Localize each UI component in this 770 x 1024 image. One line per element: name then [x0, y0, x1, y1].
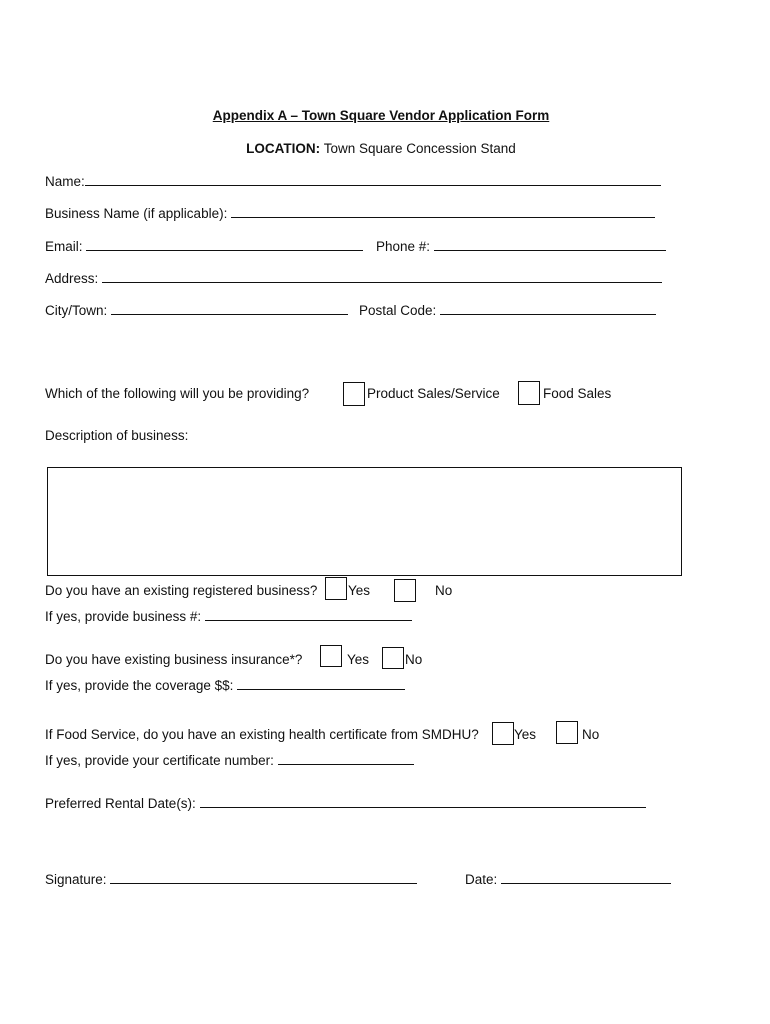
health-followup-row: [45, 752, 414, 768]
certificate-number-field[interactable]: [278, 752, 414, 765]
city-field[interactable]: [111, 302, 348, 315]
health-question: If Food Service, do you have an existing health certificate from SMDHU?: [45, 727, 479, 742]
registered-yes-label: Yes: [348, 583, 371, 598]
location-label: LOCATION:: [246, 141, 321, 156]
insurance-question: Do you have existing business insurance*?: [45, 652, 303, 667]
email-field[interactable]: [86, 238, 363, 251]
name-row: [45, 173, 661, 189]
form-title: Appendix A – Town Square Vendor Application Form: [212, 108, 550, 123]
description-label: Description of business:: [45, 428, 189, 443]
registered-question: Do you have an existing registered business?: [45, 583, 318, 598]
insurance-followup-row: [45, 677, 405, 693]
name-field[interactable]: [85, 173, 661, 186]
date-field[interactable]: [501, 871, 671, 884]
health-no-checkbox[interactable]: [556, 721, 578, 744]
rental-dates-field[interactable]: [200, 795, 646, 808]
insurance-yes-label: Yes: [347, 652, 370, 667]
product-sales-checkbox[interactable]: [343, 382, 365, 406]
registered-followup-row: [45, 608, 412, 624]
business-name-row: [45, 205, 655, 221]
business-name-label: Business Name (if applicable):: [45, 206, 228, 221]
signature-label: Signature:: [45, 872, 107, 887]
food-sales-label: Food Sales: [543, 386, 612, 401]
address-field[interactable]: [102, 270, 662, 283]
registered-yes-checkbox[interactable]: [325, 577, 347, 600]
food-sales-checkbox[interactable]: [518, 381, 540, 405]
address-row: [45, 270, 662, 286]
rental-row: [45, 795, 646, 811]
insurance-no-label: No: [405, 652, 423, 667]
date-row: [465, 871, 671, 887]
phone-label: Phone #:: [376, 239, 431, 254]
business-name-field[interactable]: [231, 205, 655, 218]
health-no-label: No: [582, 727, 600, 742]
registered-followup-label: If yes, provide business #:: [45, 609, 202, 624]
coverage-field[interactable]: [237, 677, 405, 690]
location-line: [0, 141, 762, 156]
postal-row: [359, 302, 656, 318]
address-label: Address:: [45, 271, 99, 286]
rental-label: Preferred Rental Date(s):: [45, 796, 196, 811]
signature-field[interactable]: [110, 871, 417, 884]
signature-row: [45, 871, 417, 887]
insurance-followup-label: If yes, provide the coverage $$:: [45, 678, 234, 693]
location-value: Town Square Concession Stand: [323, 141, 516, 156]
insurance-yes-checkbox[interactable]: [320, 645, 342, 667]
email-row: [45, 238, 363, 254]
date-label: Date:: [465, 872, 498, 887]
phone-row: [376, 238, 666, 254]
postal-label: Postal Code:: [359, 303, 437, 318]
postal-field[interactable]: [440, 302, 656, 315]
phone-field[interactable]: [434, 238, 666, 251]
business-number-field[interactable]: [205, 608, 412, 621]
health-yes-label: Yes: [514, 727, 537, 742]
health-followup-label: If yes, provide your certificate number:: [45, 753, 274, 768]
name-label: Name:: [45, 174, 85, 189]
insurance-no-checkbox[interactable]: [382, 647, 404, 669]
email-label: Email:: [45, 239, 83, 254]
providing-question: Which of the following will you be providing?: [45, 386, 310, 401]
city-row: [45, 302, 348, 318]
registered-no-checkbox[interactable]: [394, 579, 416, 602]
city-label: City/Town:: [45, 303, 108, 318]
description-textarea[interactable]: [47, 467, 682, 576]
registered-no-label: No: [435, 583, 453, 598]
product-sales-label: Product Sales/Service: [367, 386, 500, 401]
health-yes-checkbox[interactable]: [492, 722, 514, 745]
